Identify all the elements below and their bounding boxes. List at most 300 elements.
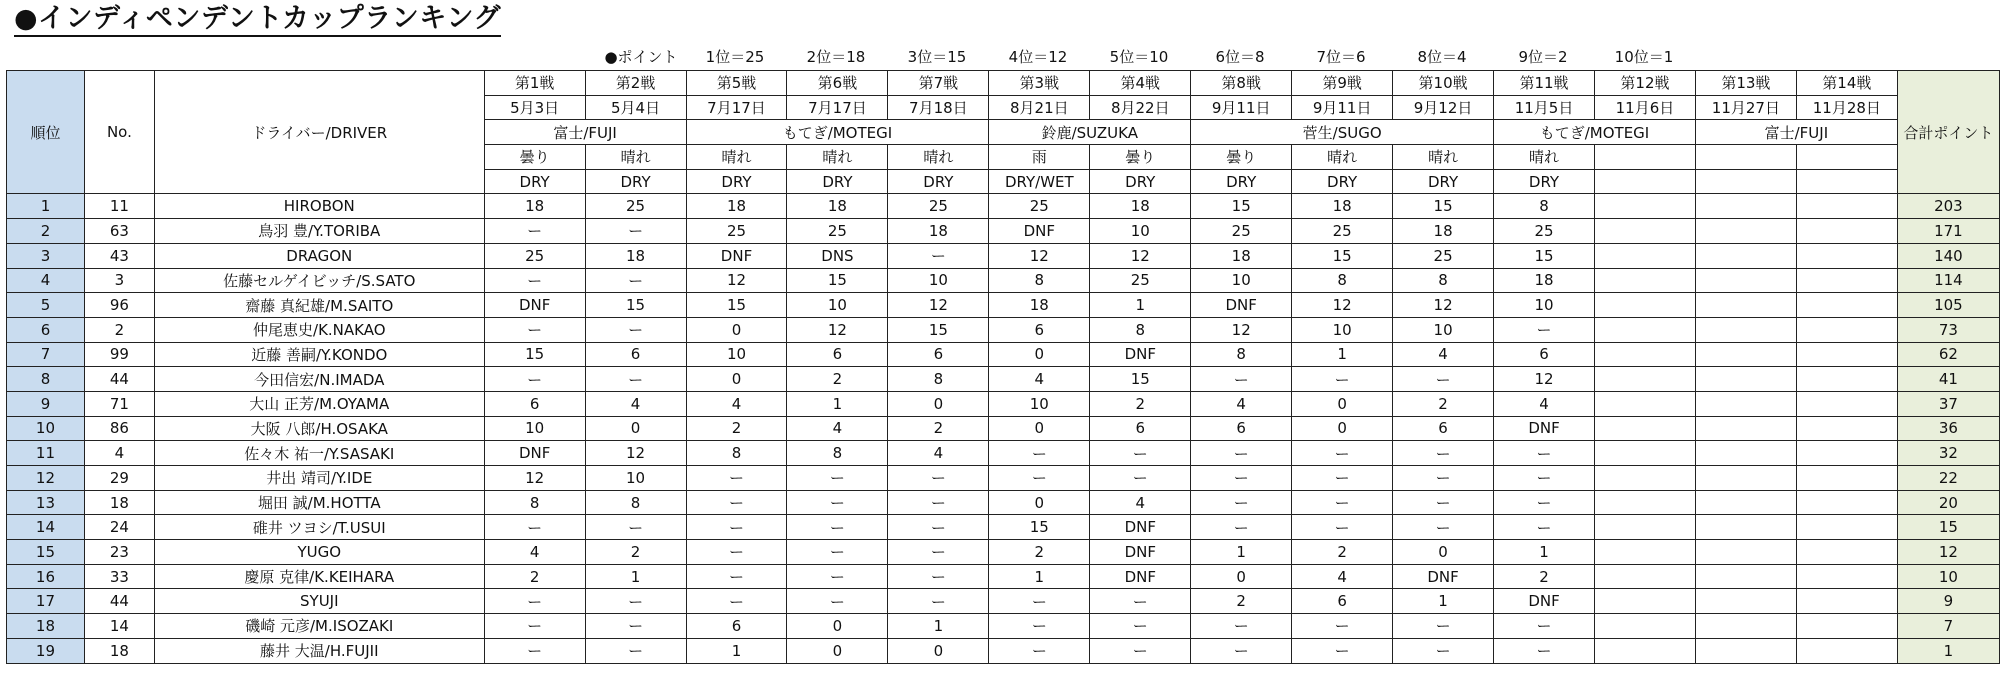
driver-cell: 碓井 ツヨシ/T.USUI	[154, 515, 484, 540]
track-condition: DRY	[787, 169, 888, 194]
table-row	[7, 268, 2000, 293]
result-cell: ー	[1292, 490, 1393, 515]
result-cell: 6	[888, 342, 989, 367]
result-cell: 10	[585, 466, 686, 491]
result-cell: DNF	[484, 441, 585, 466]
result-cell: DNF	[989, 219, 1090, 244]
result-cell: ー	[484, 589, 585, 614]
round-label: 第3戦	[989, 71, 1090, 96]
round-label: 第8戦	[1191, 71, 1292, 96]
result-cell: 4	[787, 416, 888, 441]
result-cell: ー	[1090, 638, 1191, 663]
driver-cell: 佐々木 祐一/Y.SASAKI	[154, 441, 484, 466]
track-condition: DRY	[686, 169, 787, 194]
result-cell	[1796, 194, 1897, 219]
result-cell: 8	[484, 490, 585, 515]
result-cell: ー	[585, 515, 686, 540]
ranking-table	[6, 70, 2000, 664]
result-cell: 4	[1292, 564, 1393, 589]
header-driver: ドライバー/DRIVER	[154, 71, 484, 194]
round-label: 第4戦	[1090, 71, 1191, 96]
round-label: 第7戦	[888, 71, 989, 96]
result-cell: 12	[686, 268, 787, 293]
result-cell: 6	[1292, 589, 1393, 614]
header-rank: 順位	[7, 71, 85, 194]
result-cell: 10	[1494, 293, 1595, 318]
result-cell: 0	[686, 317, 787, 342]
result-cell: ー	[686, 540, 787, 565]
date-label: 9月11日	[1191, 95, 1292, 120]
result-cell: 10	[989, 391, 1090, 416]
driver-cell: 鳥羽 豊/Y.TORIBA	[154, 219, 484, 244]
result-cell: ー	[484, 268, 585, 293]
result-cell: ー	[888, 589, 989, 614]
result-cell: 18	[484, 194, 585, 219]
total-points-cell: 36	[1897, 416, 1999, 441]
result-cell: 25	[1090, 268, 1191, 293]
result-cell: 10	[1393, 317, 1494, 342]
result-cell: ー	[787, 540, 888, 565]
weather-label: 晴れ	[686, 145, 787, 170]
date-label: 8月22日	[1090, 95, 1191, 120]
rank-cell: 7	[7, 342, 85, 367]
result-cell: ー	[484, 367, 585, 392]
result-cell	[1594, 194, 1695, 219]
total-points-cell: 20	[1897, 490, 1999, 515]
driver-cell: 今田信宏/N.IMADA	[154, 367, 484, 392]
header-row-rounds	[7, 71, 2000, 96]
rank-cell: 15	[7, 540, 85, 565]
result-cell: 25	[484, 243, 585, 268]
result-cell: 1	[787, 391, 888, 416]
result-cell: ー	[787, 515, 888, 540]
result-cell: 2	[1090, 391, 1191, 416]
result-cell: 1	[989, 564, 1090, 589]
result-cell: 18	[1494, 268, 1595, 293]
result-cell: 6	[1494, 342, 1595, 367]
weather-label: 曇り	[1090, 145, 1191, 170]
result-cell: 1	[1090, 293, 1191, 318]
points-value: 5位＝10	[1109, 48, 1169, 66]
result-cell: ー	[888, 564, 989, 589]
points-value: 10位＝1	[1614, 48, 1674, 66]
page-title: ●インディペンデントカップランキング	[14, 4, 501, 37]
result-cell	[1594, 490, 1695, 515]
result-cell	[1594, 219, 1695, 244]
result-cell	[1594, 466, 1695, 491]
result-cell: 2	[888, 416, 989, 441]
result-cell	[1594, 589, 1695, 614]
round-label: 第14戦	[1796, 71, 1897, 96]
result-cell: 12	[1191, 317, 1292, 342]
result-cell: 2	[787, 367, 888, 392]
result-cell	[1594, 268, 1695, 293]
result-cell: 8	[686, 441, 787, 466]
result-cell: 8	[888, 367, 989, 392]
result-cell: ー	[1292, 614, 1393, 639]
car-number-cell: 11	[84, 194, 154, 219]
result-cell: 6	[585, 342, 686, 367]
result-cell	[1695, 243, 1796, 268]
result-cell: ー	[1292, 441, 1393, 466]
table-row	[7, 219, 2000, 244]
table-row	[7, 194, 2000, 219]
rank-cell: 1	[7, 194, 85, 219]
table-row	[7, 638, 2000, 663]
result-cell: 1	[1393, 589, 1494, 614]
driver-cell: HIROBON	[154, 194, 484, 219]
date-label: 9月12日	[1393, 95, 1494, 120]
result-cell	[1695, 416, 1796, 441]
table-row	[7, 540, 2000, 565]
result-cell: ー	[1494, 441, 1595, 466]
result-cell: 18	[585, 243, 686, 268]
result-cell: ー	[686, 589, 787, 614]
result-cell	[1796, 367, 1897, 392]
total-points-cell: 10	[1897, 564, 1999, 589]
result-cell: DNS	[787, 243, 888, 268]
points-value: 4位＝12	[1008, 48, 1068, 66]
points-legend-label: ●ポイント	[604, 48, 678, 66]
rank-cell: 19	[7, 638, 85, 663]
result-cell: 18	[1191, 243, 1292, 268]
result-cell: 8	[1191, 342, 1292, 367]
car-number-cell: 3	[84, 268, 154, 293]
total-points-cell: 1	[1897, 638, 1999, 663]
venue-label: もてぎ/MOTEGI	[1494, 120, 1696, 145]
weather-label: 晴れ	[1494, 145, 1595, 170]
result-cell: 25	[787, 219, 888, 244]
table-row	[7, 515, 2000, 540]
total-points-cell: 171	[1897, 219, 1999, 244]
result-cell	[1594, 441, 1695, 466]
table-row	[7, 614, 2000, 639]
result-cell: ー	[585, 589, 686, 614]
result-cell: ー	[989, 441, 1090, 466]
total-points-cell: 7	[1897, 614, 1999, 639]
result-cell: ー	[1191, 490, 1292, 515]
header-no: No.	[84, 71, 154, 194]
result-cell	[1695, 194, 1796, 219]
date-label: 11月5日	[1494, 95, 1595, 120]
car-number-cell: 86	[84, 416, 154, 441]
car-number-cell: 44	[84, 367, 154, 392]
car-number-cell: 2	[84, 317, 154, 342]
result-cell: 15	[989, 515, 1090, 540]
total-points-cell: 15	[1897, 515, 1999, 540]
date-label: 8月21日	[989, 95, 1090, 120]
result-cell	[1594, 342, 1695, 367]
result-cell	[1594, 243, 1695, 268]
result-cell: ー	[1292, 367, 1393, 392]
result-cell: ー	[585, 219, 686, 244]
track-condition: DRY	[1292, 169, 1393, 194]
result-cell: 6	[1393, 416, 1494, 441]
car-number-cell: 71	[84, 391, 154, 416]
result-cell: ー	[1393, 614, 1494, 639]
result-cell: 8	[1494, 194, 1595, 219]
result-cell: ー	[1393, 367, 1494, 392]
result-cell: ー	[1393, 515, 1494, 540]
weather-label: 雨	[989, 145, 1090, 170]
result-cell: 8	[1292, 268, 1393, 293]
result-cell	[1695, 466, 1796, 491]
result-cell: 2	[1494, 564, 1595, 589]
result-cell: 0	[888, 638, 989, 663]
total-points-cell: 22	[1897, 466, 1999, 491]
car-number-cell: 23	[84, 540, 154, 565]
result-cell	[1796, 614, 1897, 639]
result-cell: ー	[888, 243, 989, 268]
result-cell: 8	[1393, 268, 1494, 293]
rank-cell: 2	[7, 219, 85, 244]
total-points-cell: 140	[1897, 243, 1999, 268]
driver-cell: 大阪 八郎/H.OSAKA	[154, 416, 484, 441]
points-value: 2位＝18	[806, 48, 866, 66]
result-cell: 1	[888, 614, 989, 639]
result-cell: ー	[585, 268, 686, 293]
date-label: 11月6日	[1594, 95, 1695, 120]
result-cell: ー	[1191, 614, 1292, 639]
result-cell	[1796, 441, 1897, 466]
track-condition: DRY/WET	[989, 169, 1090, 194]
car-number-cell: 99	[84, 342, 154, 367]
round-label: 第2戦	[585, 71, 686, 96]
round-label: 第6戦	[787, 71, 888, 96]
total-points-cell: 62	[1897, 342, 1999, 367]
points-value: 1位＝25	[705, 48, 765, 66]
result-cell: 10	[484, 416, 585, 441]
result-cell	[1594, 367, 1695, 392]
result-cell	[1594, 540, 1695, 565]
result-cell: 0	[1393, 540, 1494, 565]
result-cell: 12	[1292, 293, 1393, 318]
result-cell	[1695, 268, 1796, 293]
result-cell	[1695, 219, 1796, 244]
weather-label: 曇り	[1191, 145, 1292, 170]
result-cell: ー	[1393, 490, 1494, 515]
result-cell: 25	[585, 194, 686, 219]
result-cell: ー	[787, 490, 888, 515]
result-cell: ー	[686, 466, 787, 491]
result-cell: DNF	[1090, 564, 1191, 589]
result-cell	[1594, 416, 1695, 441]
result-cell: ー	[787, 589, 888, 614]
result-cell: 18	[989, 293, 1090, 318]
round-label: 第5戦	[686, 71, 787, 96]
result-cell: 0	[686, 367, 787, 392]
track-condition: DRY	[484, 169, 585, 194]
round-label: 第13戦	[1695, 71, 1796, 96]
result-cell: 2	[1393, 391, 1494, 416]
date-label: 11月27日	[1695, 95, 1796, 120]
result-cell	[1594, 293, 1695, 318]
car-number-cell: 43	[84, 243, 154, 268]
result-cell: 8	[989, 268, 1090, 293]
car-number-cell: 4	[84, 441, 154, 466]
result-cell: 10	[686, 342, 787, 367]
total-points-cell: 37	[1897, 391, 1999, 416]
result-cell	[1695, 540, 1796, 565]
driver-cell: 佐藤セルゲイビッチ/S.SATO	[154, 268, 484, 293]
rank-cell: 18	[7, 614, 85, 639]
result-cell: 15	[686, 293, 787, 318]
result-cell	[1695, 589, 1796, 614]
points-value: 8位＝4	[1417, 48, 1467, 66]
weather-label	[1796, 145, 1897, 170]
date-label: 7月17日	[686, 95, 787, 120]
result-cell: DNF	[686, 243, 787, 268]
result-cell: ー	[484, 515, 585, 540]
result-cell: ー	[1494, 515, 1595, 540]
track-condition	[1695, 169, 1796, 194]
result-cell: 10	[1191, 268, 1292, 293]
result-cell: ー	[1494, 490, 1595, 515]
result-cell: 15	[484, 342, 585, 367]
result-cell: ー	[1090, 466, 1191, 491]
result-cell: ー	[484, 317, 585, 342]
rank-cell: 8	[7, 367, 85, 392]
result-cell: 2	[989, 540, 1090, 565]
result-cell: 4	[484, 540, 585, 565]
result-cell: 2	[1292, 540, 1393, 565]
car-number-cell: 14	[84, 614, 154, 639]
result-cell: ー	[484, 638, 585, 663]
result-cell	[1594, 391, 1695, 416]
result-cell	[1796, 219, 1897, 244]
result-cell: ー	[989, 589, 1090, 614]
result-cell: 0	[1292, 416, 1393, 441]
result-cell: 10	[1090, 219, 1191, 244]
table-row	[7, 317, 2000, 342]
result-cell: 0	[888, 391, 989, 416]
track-condition: DRY	[585, 169, 686, 194]
result-cell: DNF	[1494, 416, 1595, 441]
total-points-cell: 32	[1897, 441, 1999, 466]
track-condition	[1796, 169, 1897, 194]
round-label: 第9戦	[1292, 71, 1393, 96]
result-cell: ー	[1393, 441, 1494, 466]
car-number-cell: 18	[84, 490, 154, 515]
result-cell	[1695, 614, 1796, 639]
round-label: 第1戦	[484, 71, 585, 96]
rank-cell: 9	[7, 391, 85, 416]
result-cell	[1796, 268, 1897, 293]
weather-label: 晴れ	[1393, 145, 1494, 170]
car-number-cell: 29	[84, 466, 154, 491]
result-cell: 15	[585, 293, 686, 318]
result-cell: DNF	[484, 293, 585, 318]
result-cell	[1796, 515, 1897, 540]
points-value: 9位＝2	[1518, 48, 1568, 66]
total-points-cell: 114	[1897, 268, 1999, 293]
result-cell: ー	[888, 540, 989, 565]
driver-cell: 藤井 大温/H.FUJII	[154, 638, 484, 663]
result-cell	[1796, 342, 1897, 367]
result-cell: 0	[989, 416, 1090, 441]
result-cell: 18	[1292, 194, 1393, 219]
date-label: 7月18日	[888, 95, 989, 120]
result-cell	[1796, 293, 1897, 318]
venue-label: 菅生/SUGO	[1191, 120, 1494, 145]
result-cell: ー	[787, 466, 888, 491]
result-cell	[1695, 367, 1796, 392]
result-cell	[1594, 614, 1695, 639]
weather-label: 晴れ	[787, 145, 888, 170]
result-cell	[1594, 638, 1695, 663]
result-cell: 25	[686, 219, 787, 244]
result-cell: ー	[1494, 614, 1595, 639]
result-cell	[1796, 638, 1897, 663]
points-legend	[0, 46, 2000, 68]
points-value: 6位＝8	[1215, 48, 1265, 66]
result-cell: 25	[989, 194, 1090, 219]
result-cell: 18	[888, 219, 989, 244]
result-cell	[1594, 564, 1695, 589]
result-cell: ー	[888, 515, 989, 540]
result-cell: 25	[1191, 219, 1292, 244]
car-number-cell: 63	[84, 219, 154, 244]
result-cell: ー	[888, 466, 989, 491]
car-number-cell: 33	[84, 564, 154, 589]
result-cell	[1594, 317, 1695, 342]
result-cell: 10	[888, 268, 989, 293]
result-cell: ー	[1191, 515, 1292, 540]
result-cell: 2	[484, 564, 585, 589]
driver-cell: 仲尾恵史/K.NAKAO	[154, 317, 484, 342]
driver-cell: 大山 正芳/M.OYAMA	[154, 391, 484, 416]
result-cell: ー	[585, 614, 686, 639]
result-cell: ー	[1494, 638, 1595, 663]
result-cell: 4	[1090, 490, 1191, 515]
result-cell: 2	[585, 540, 686, 565]
total-points-cell: 203	[1897, 194, 1999, 219]
result-cell: 4	[1191, 391, 1292, 416]
rank-cell: 4	[7, 268, 85, 293]
result-cell: DNF	[1494, 589, 1595, 614]
venue-label: 鈴鹿/SUZUKA	[989, 120, 1191, 145]
result-cell: 8	[787, 441, 888, 466]
result-cell: 0	[1191, 564, 1292, 589]
result-cell: 4	[686, 391, 787, 416]
round-label: 第10戦	[1393, 71, 1494, 96]
result-cell: 18	[1393, 219, 1494, 244]
driver-cell: 近藤 善嗣/Y.KONDO	[154, 342, 484, 367]
result-cell: ー	[1393, 466, 1494, 491]
result-cell	[1695, 342, 1796, 367]
track-condition: DRY	[1090, 169, 1191, 194]
result-cell: 12	[989, 243, 1090, 268]
result-cell	[1796, 466, 1897, 491]
result-cell: ー	[686, 515, 787, 540]
header-total: 合計ポイント	[1897, 71, 1999, 194]
driver-cell: SYUJI	[154, 589, 484, 614]
venue-label: もてぎ/MOTEGI	[686, 120, 989, 145]
result-cell: DNF	[1090, 540, 1191, 565]
driver-cell: 井出 靖司/Y.IDE	[154, 466, 484, 491]
result-cell: 15	[1090, 367, 1191, 392]
weather-label	[1695, 145, 1796, 170]
result-cell: 18	[686, 194, 787, 219]
result-cell: ー	[989, 638, 1090, 663]
result-cell: ー	[484, 219, 585, 244]
result-cell: ー	[686, 490, 787, 515]
total-points-cell: 12	[1897, 540, 1999, 565]
driver-cell: 堀田 誠/M.HOTTA	[154, 490, 484, 515]
result-cell: 2	[1191, 589, 1292, 614]
result-cell: 2	[686, 416, 787, 441]
track-condition: DRY	[888, 169, 989, 194]
